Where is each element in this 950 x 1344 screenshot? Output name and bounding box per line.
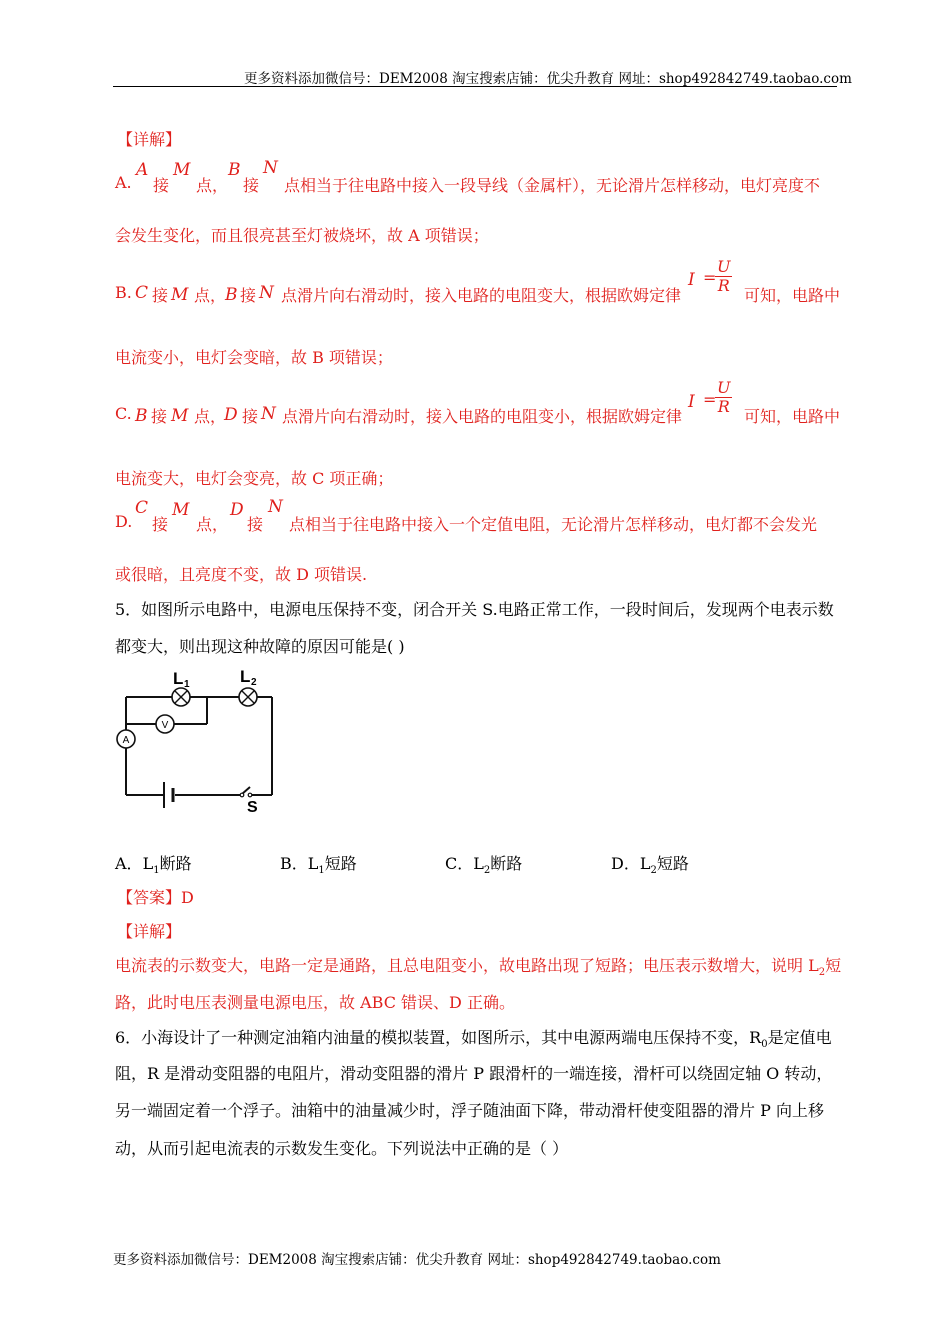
detail-a-point1: A [136, 160, 149, 180]
lamp-l1-sub: 1 [184, 679, 190, 690]
q5-option-b-label: L [307, 854, 319, 873]
header-rule [113, 86, 837, 87]
detail-b-jie1: 接 [152, 286, 169, 305]
q5-option-b-letter: B． [280, 854, 308, 873]
q5-option-a-label: L [142, 854, 154, 873]
q5-option-b-sub: 1 [318, 865, 325, 877]
page-header: 更多资料添加微信号：DEM2008 淘宝搜索店铺：优尖升教育 网址：shop492842749.taobao.com [244, 71, 852, 87]
detail-d-point2: M [172, 500, 190, 520]
detail-a-point3: B [228, 160, 241, 180]
lamp-l2-sub: 2 [251, 677, 257, 688]
lamp-l1-label: L [173, 669, 184, 688]
detail-b-point3: B [225, 285, 238, 305]
detail-a-jie2: 接 [243, 176, 260, 195]
detail-a-jie1: 接 [153, 176, 170, 195]
formula-c-lhs: I [688, 392, 695, 412]
detail-b-dian: 点， [194, 286, 227, 305]
q5-option-a-letter: A． [115, 854, 143, 873]
detail-b-line2: 电流变小，电灯会变暗，故 B 项错误； [115, 348, 393, 367]
q5-option-a-text: 断路 [159, 854, 192, 873]
detail-d-jie2: 接 [247, 515, 264, 534]
detail-c-jie2: 接 [242, 407, 259, 426]
q5-option-d-letter: D． [611, 854, 640, 873]
q5-stem-line2: 都变大，则出现这种故障的原因可能是( ) [115, 637, 405, 656]
detail-d-point4: N [268, 497, 283, 517]
q5-option-c-label: L [473, 854, 484, 873]
q5-option-a-sub: 1 [153, 865, 160, 877]
detail-d-prefix: D. [115, 512, 133, 531]
q5-option-b [280, 851, 357, 876]
lamp-l1-icon [172, 688, 190, 706]
detail-d-jie1: 接 [152, 515, 169, 534]
q5-option-c-sub: 2 [483, 865, 491, 877]
q6-stem-line3: 另一端固定着一个浮子。油箱中的油量减少时，浮子随油面下降，带动滑杆使变阻器的滑片 P 向上移 [115, 1101, 824, 1120]
q5-answer-value: D [181, 888, 194, 907]
formula-c-fraction [715, 379, 732, 416]
q5-detail-line1-text: 电流表的示数变大，电路一定是通路，且总电阻变小，故电路出现了短路；电压表示数增大，说明 L [115, 956, 819, 975]
detail-c-point4: N [261, 404, 276, 424]
detail-c-prefix: C. [115, 404, 132, 423]
ammeter-label: A [122, 735, 130, 746]
q5-circuit-diagram [116, 666, 286, 816]
q6-stem-line2: 阻，R 是滑动变阻器的电阻片，滑动变阻器的滑片 P 跟滑杆的一端连接，滑杆可以绕固定轴 O 转动， [115, 1064, 833, 1083]
q5-detail-line2: 路，此时电压表测量电源电压，故 ABC 错误、D 正确。 [115, 993, 515, 1012]
detail-c-point3: D [224, 405, 238, 425]
q5-detail-line1 [115, 953, 841, 978]
detail-a-line2: 会发生变化，而且很亮甚至灯被烧坏，故 A 项错误； [115, 226, 489, 245]
detail-a-dian: 点， [196, 176, 229, 195]
page-footer: 更多资料添加微信号：DEM2008 淘宝搜索店铺：优尖升教育 网址：shop492842749.taobao.com [113, 1252, 721, 1268]
q5-option-c-letter: C． [445, 854, 474, 873]
formula-c-num: U [717, 378, 731, 397]
q5-option-c [445, 851, 522, 876]
switch-label: S [247, 799, 258, 816]
q6-stem-line1-sub: 0 [761, 1039, 768, 1051]
detail-b-point1: C [135, 283, 149, 303]
detail-d-line2: 或很暗，且亮度不变，故 D 项错误. [115, 565, 368, 584]
formula-c-eq: = [703, 390, 717, 409]
detail-b-jie2: 接 [240, 286, 257, 305]
q5-option-d [611, 851, 689, 876]
q6-stem-line4: 动，从而引起电流表的示数发生变化。下列说法中正确的是（ ） [115, 1139, 569, 1158]
detail-d-dian: 点， [196, 515, 229, 534]
detail-c-point2: M [171, 406, 189, 426]
q6-stem-line1b: 是定值电 [767, 1028, 832, 1047]
detail-b-point4: N [259, 283, 274, 303]
formula-b-den: R [717, 276, 730, 295]
detail-c-after: 可知，电路中 [744, 407, 841, 426]
formula-b-lhs: I [688, 270, 695, 290]
detail-c-jie1: 接 [151, 407, 168, 426]
detail-d-rest: 点相当于往电路中接入一个定值电阻，无论滑片怎样移动，电灯都不会发光 [289, 515, 818, 534]
q6-stem-line1 [115, 1025, 832, 1050]
q5-detail-heading: 【详解】 [117, 922, 182, 941]
detail-a-prefix: A. [115, 173, 132, 192]
detail-b-after: 可知，电路中 [744, 286, 841, 305]
detail-a-point2: M [173, 160, 191, 180]
switch-contact-right [248, 793, 252, 797]
detail-c-point1: B [135, 406, 148, 426]
detail-b-prefix: B. [115, 283, 132, 302]
q5-answer [117, 885, 194, 908]
detail-d-point3: D [230, 500, 244, 520]
detail-c-dian: 点， [194, 407, 227, 426]
lamp-l2-label: L [240, 667, 251, 686]
formula-b-fraction [715, 258, 732, 295]
q5-option-d-sub: 2 [650, 865, 657, 877]
formula-c-den: R [717, 397, 730, 416]
formula-b-eq: = [703, 268, 717, 287]
detail-c-rest: 点滑片向右滑动时，接入电路的电阻变小，根据欧姆定律 [282, 407, 683, 426]
detail-a-rest: 点相当于往电路中接入一段导线（金属杆），无论滑片怎样移动，电灯亮度不 [284, 176, 821, 195]
detail-b-rest: 点滑片向右滑动时，接入电路的电阻变大，根据欧姆定律 [281, 286, 682, 305]
formula-b-num: U [717, 257, 731, 276]
detail-d-point1: C [135, 498, 149, 518]
q5-option-c-text: 断路 [490, 854, 523, 873]
q6-stem-line1a: 6．小海设计了一种测定油箱内油量的模拟装置，如图所示，其中电源两端电压保持不变，R [115, 1028, 762, 1047]
voltmeter-label: V [161, 720, 169, 731]
q5-detail-line1-sub: 2 [818, 967, 826, 979]
q5-option-d-label: L [639, 854, 651, 873]
detail-a-point4: N [263, 158, 278, 178]
q5-option-a [115, 851, 192, 876]
q5-answer-label: 【答案】 [117, 888, 182, 907]
q5-option-d-text: 短路 [656, 854, 689, 873]
detail-b-point2: M [171, 285, 189, 305]
q5-detail-line1-end: 短 [825, 956, 842, 975]
switch-contact-left [240, 793, 244, 797]
q5-option-b-text: 短路 [324, 854, 357, 873]
lamp-l2-icon [239, 688, 257, 706]
detail-c-line2: 电流变大，电灯会变亮，故 C 项正确； [115, 469, 394, 488]
q5-stem-line1: 5．如图所示电路中，电源电压保持不变，闭合开关 S.电路正常工作，一段时间后，发现两个电表示数 [115, 600, 834, 619]
detail-heading: 【详解】 [117, 130, 182, 149]
